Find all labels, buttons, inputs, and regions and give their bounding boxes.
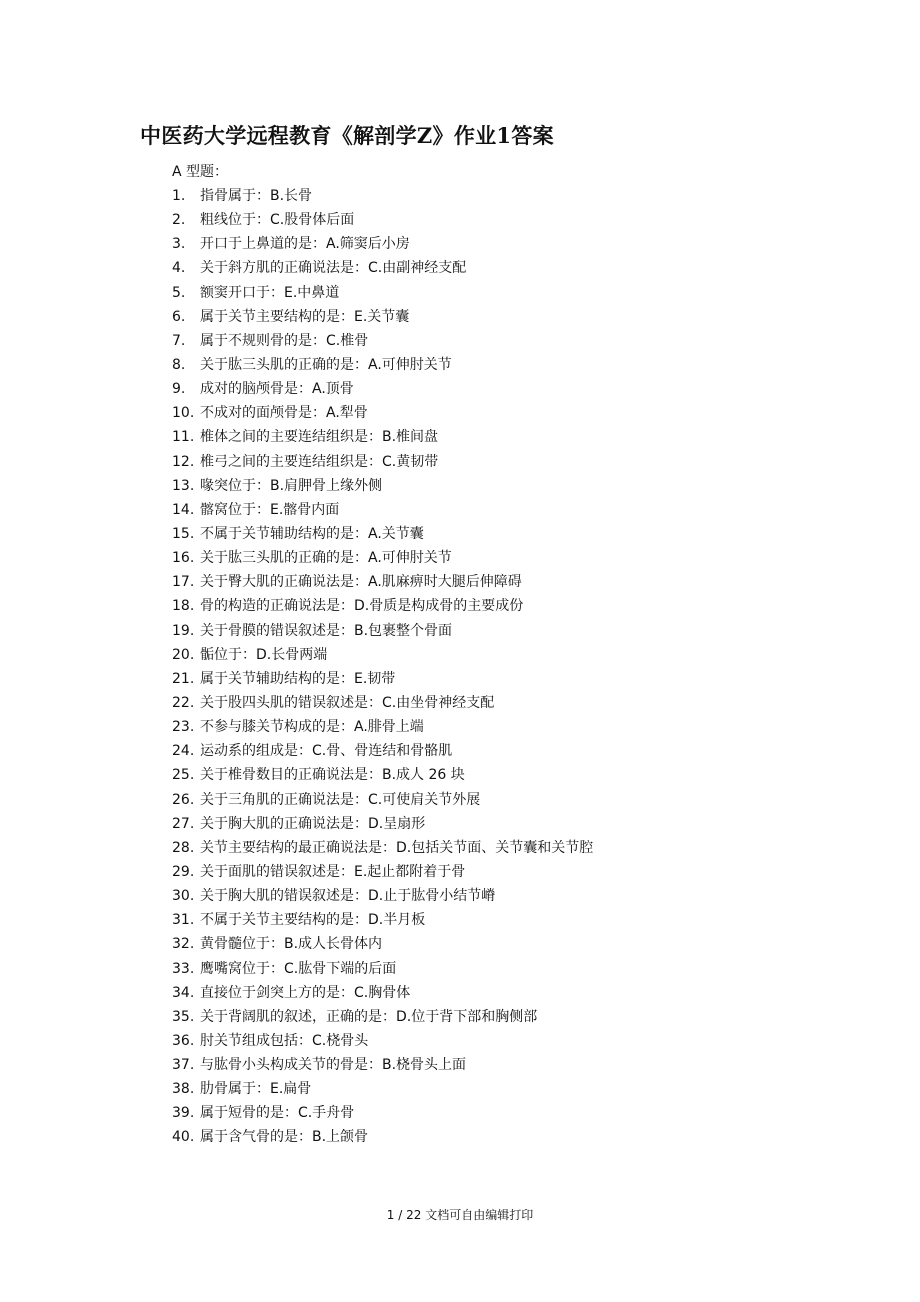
question-item <box>172 498 593 522</box>
question-answer: C.胸骨体 <box>354 984 411 1001</box>
question-stem: 关于骨膜的错误叙述是： <box>200 622 354 639</box>
question-item <box>172 1101 593 1125</box>
question-stem: 肘关节组成包括： <box>200 1032 312 1049</box>
question-answer: A.顶骨 <box>312 381 354 398</box>
question-stem: 关于斜方肌的正确说法是： <box>200 260 368 277</box>
question-answer: C.骨、骨连结和骨骼肌 <box>312 743 453 760</box>
question-item <box>172 836 593 860</box>
question-item <box>172 232 593 256</box>
question-answer: B.上颌骨 <box>312 1129 369 1146</box>
question-item <box>172 1005 593 1029</box>
question-list <box>172 184 593 1150</box>
question-number: 17. <box>172 574 195 591</box>
question-answer: A.腓骨上端 <box>354 719 424 736</box>
question-number: 7. <box>172 332 186 349</box>
question-item <box>172 667 593 691</box>
question-item <box>172 522 593 546</box>
question-item <box>172 763 593 787</box>
question-number: 24. <box>172 743 195 760</box>
question-number: 27. <box>172 815 195 832</box>
question-number: 9. <box>172 381 186 398</box>
question-stem: 额窦开口于： <box>200 284 284 301</box>
question-item <box>172 305 593 329</box>
question-stem: 关于背阔肌的叙述，正确的是： <box>200 1008 396 1025</box>
question-number: 4. <box>172 260 186 277</box>
question-item <box>172 884 593 908</box>
question-item <box>172 256 593 280</box>
question-answer: A.可伸肘关节 <box>368 356 452 373</box>
question-answer: A.肌麻痹时大腿后伸障碍 <box>368 574 522 591</box>
question-answer: D.呈扇形 <box>368 815 426 832</box>
question-answer: E.扁骨 <box>270 1081 312 1098</box>
question-stem: 骺位于： <box>200 646 256 663</box>
question-number: 38. <box>172 1081 195 1098</box>
question-item <box>172 377 593 401</box>
question-stem: 椎体之间的主要连结组织是： <box>200 429 382 446</box>
question-number: 23. <box>172 719 195 736</box>
question-item <box>172 812 593 836</box>
question-answer: D.骨质是构成骨的主要成份 <box>354 598 524 615</box>
question-number: 28. <box>172 839 195 856</box>
page-footer: 1 / 22 文档可自由编辑打印 <box>386 1208 534 1222</box>
question-item <box>172 450 593 474</box>
question-stem: 关于胸大肌的正确说法是： <box>200 815 368 832</box>
question-stem: 髂窝位于： <box>200 501 270 518</box>
question-answer: C.椎骨 <box>326 332 369 349</box>
question-answer: B.长骨 <box>270 188 313 204</box>
question-answer: D.包括关节面、关节囊和关节腔 <box>396 839 594 856</box>
question-stem: 关于面肌的错误叙述是： <box>200 863 354 880</box>
question-stem: 黄骨髓位于： <box>200 936 284 953</box>
page-title: 中医药大学远程教育《解剖学Z》作业1答案 <box>140 123 554 148</box>
question-number: 33. <box>172 960 195 977</box>
question-number: 12. <box>172 453 195 470</box>
question-answer: D.止于肱骨小结节嵴 <box>368 888 496 905</box>
question-number: 32. <box>172 936 195 953</box>
question-number: 6. <box>172 308 186 325</box>
question-item <box>172 957 593 981</box>
question-stem: 关于肱三头肌的正确的是： <box>200 550 368 567</box>
question-answer: C.黄韧带 <box>382 453 439 470</box>
question-answer: E.起止都附着于骨 <box>354 863 466 880</box>
question-number: 29. <box>172 863 195 880</box>
question-item <box>172 401 593 425</box>
question-stem: 关于臀大肌的正确说法是： <box>200 574 368 591</box>
question-stem: 不属于关节主要结构的是： <box>200 912 368 929</box>
question-item <box>172 594 593 618</box>
question-stem: 与肱骨小头构成关节的骨是： <box>200 1057 382 1074</box>
question-stem: 属于短骨的是： <box>200 1105 298 1122</box>
question-number: 20. <box>172 646 195 663</box>
question-stem: 关于股四头肌的错误叙述是： <box>200 694 382 711</box>
question-stem: 指骨属于： <box>200 188 270 204</box>
question-answer: B.包裹整个骨面 <box>354 622 453 639</box>
question-stem: 粗线位于： <box>200 212 270 229</box>
question-number: 5. <box>172 284 186 301</box>
question-item <box>172 1125 593 1149</box>
question-number: 2. <box>172 212 186 229</box>
question-number: 19. <box>172 622 195 639</box>
question-number: 25. <box>172 767 195 784</box>
question-number: 30. <box>172 888 195 905</box>
question-number: 13. <box>172 477 195 494</box>
question-stem: 不属于关节辅助结构的是： <box>200 525 368 542</box>
question-stem: 不参与膝关节构成的是： <box>200 719 354 736</box>
question-answer: A.犁骨 <box>326 405 368 422</box>
question-answer: B.椎间盘 <box>382 429 439 446</box>
question-number: 11. <box>172 429 195 446</box>
question-answer: D.长骨两端 <box>256 646 328 663</box>
question-item <box>172 474 593 498</box>
question-item <box>172 425 593 449</box>
question-number: 40. <box>172 1129 195 1146</box>
question-stem: 肋骨属于： <box>200 1081 270 1098</box>
question-number: 26. <box>172 791 195 808</box>
question-number: 39. <box>172 1105 195 1122</box>
question-item <box>172 619 593 643</box>
question-answer: C.可使肩关节外展 <box>368 791 481 808</box>
question-number: 22. <box>172 694 195 711</box>
question-stem: 成对的脑颅骨是： <box>200 381 312 398</box>
question-stem: 关于肱三头肌的正确的是： <box>200 356 368 373</box>
question-number: 3. <box>172 236 186 253</box>
question-stem: 直接位于剑突上方的是： <box>200 984 354 1001</box>
question-stem: 椎弓之间的主要连结组织是： <box>200 453 382 470</box>
question-number: 35. <box>172 1008 195 1025</box>
question-item <box>172 908 593 932</box>
question-stem: 属于关节主要结构的是： <box>200 308 354 325</box>
question-answer: D.半月板 <box>368 912 426 929</box>
question-item <box>172 208 593 232</box>
question-stem: 鹰嘴窝位于： <box>200 960 284 977</box>
question-item <box>172 788 593 812</box>
question-answer: C.股骨体后面 <box>270 212 355 229</box>
question-item <box>172 860 593 884</box>
question-number: 18. <box>172 598 195 615</box>
question-item <box>172 281 593 305</box>
question-answer: E.韧带 <box>354 670 396 687</box>
question-answer: D.位于背下部和胸侧部 <box>396 1008 538 1025</box>
question-stem: 属于含气骨的是： <box>200 1129 312 1146</box>
question-answer: B.成人 26 块 <box>382 767 465 784</box>
question-item <box>172 981 593 1005</box>
question-number: 34. <box>172 984 195 1001</box>
question-answer: E.髂骨内面 <box>270 501 340 518</box>
question-number: 1. <box>172 188 186 204</box>
question-number: 21. <box>172 670 195 687</box>
question-answer: C.手舟骨 <box>298 1105 355 1122</box>
question-number: 36. <box>172 1032 195 1049</box>
question-answer: B.桡骨头上面 <box>382 1057 467 1074</box>
question-stem: 骨的构造的正确说法是： <box>200 598 354 615</box>
question-answer: B.肩胛骨上缘外侧 <box>270 477 383 494</box>
question-item <box>172 184 593 208</box>
question-number: 16. <box>172 550 195 567</box>
question-number: 31. <box>172 912 195 929</box>
question-item <box>172 329 593 353</box>
question-item <box>172 546 593 570</box>
question-stem: 开口于上鼻道的是： <box>200 236 326 253</box>
question-answer: A.筛窦后小房 <box>326 236 410 253</box>
question-item <box>172 1029 593 1053</box>
question-item <box>172 570 593 594</box>
question-answer: C.由坐骨神经支配 <box>382 694 495 711</box>
question-answer: C.肱骨下端的后面 <box>284 960 397 977</box>
question-item <box>172 1077 593 1101</box>
question-number: 10. <box>172 405 195 422</box>
question-number: 8. <box>172 356 186 373</box>
question-answer: C.桡骨头 <box>312 1032 369 1049</box>
question-number: 37. <box>172 1057 195 1074</box>
question-item <box>172 353 593 377</box>
question-item <box>172 739 593 763</box>
question-stem: 属于不规则骨的是： <box>200 332 326 349</box>
question-stem: 关于椎骨数目的正确说法是： <box>200 767 382 784</box>
question-item <box>172 691 593 715</box>
question-item <box>172 932 593 956</box>
question-number: 14. <box>172 501 195 518</box>
question-item <box>172 643 593 667</box>
question-answer: A.关节囊 <box>368 525 424 542</box>
question-answer: C.由副神经支配 <box>368 260 467 277</box>
question-stem: 关于胸大肌的错误叙述是： <box>200 888 368 905</box>
question-stem: 属于关节辅助结构的是： <box>200 670 354 687</box>
question-item <box>172 715 593 739</box>
question-answer: A.可伸肘关节 <box>368 550 452 567</box>
question-answer: E.关节囊 <box>354 308 410 325</box>
question-stem: 喙突位于： <box>200 477 270 494</box>
question-stem: 运动系的组成是： <box>200 743 312 760</box>
question-item <box>172 1053 593 1077</box>
question-number: 15. <box>172 525 195 542</box>
question-answer: E.中鼻道 <box>284 284 340 301</box>
question-answer: B.成人长骨体内 <box>284 936 383 953</box>
section-label: A 型题： <box>172 164 229 180</box>
question-stem: 关节主要结构的最正确说法是： <box>200 839 396 856</box>
question-stem: 关于三角肌的正确说法是： <box>200 791 368 808</box>
question-stem: 不成对的面颅骨是： <box>200 405 326 422</box>
